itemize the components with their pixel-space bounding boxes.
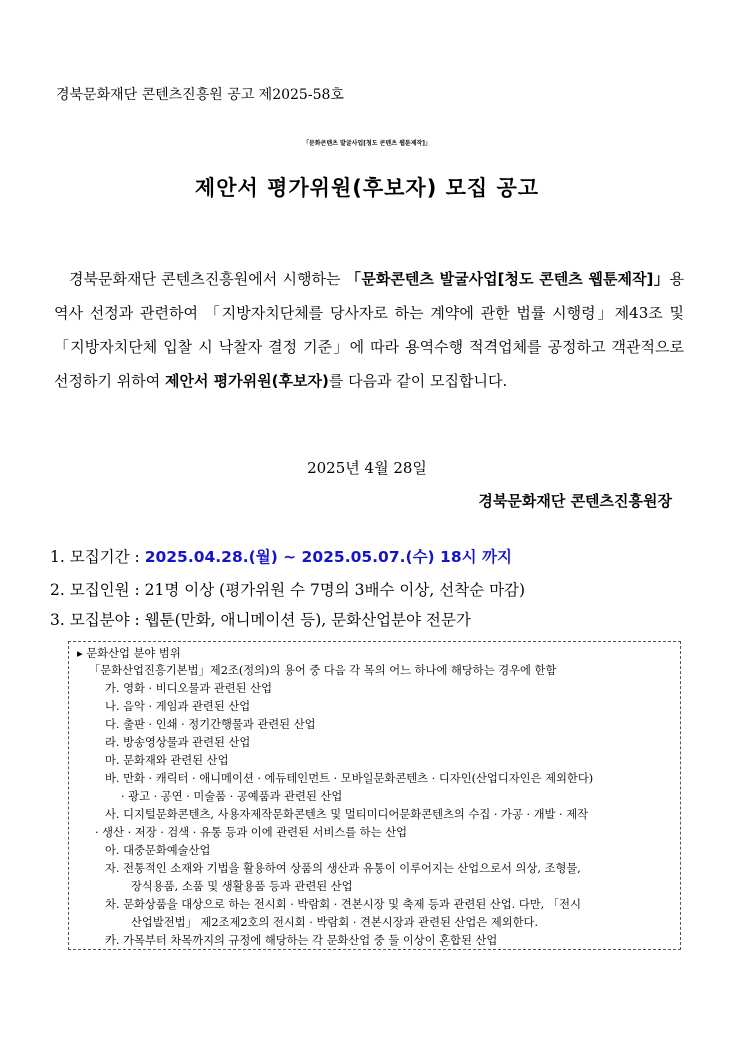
scope-item: 마. 문화재와 관련된 산업 xyxy=(105,754,229,767)
recruit-period-value: 2025.04.28.(월) ~ 2025.05.07.(수) 18시 까지 xyxy=(144,548,512,566)
notice-date: 2025년 4월 28일 xyxy=(307,459,427,477)
scope-item-cont: · 생산 · 저장 · 검색 · 유통 등과 이에 관련된 서비스를 하는 산업 xyxy=(95,826,408,839)
intro-paragraph xyxy=(54,262,684,398)
scope-item: 차. 문화상품을 대상으로 하는 전시회 · 박람회 · 견본시장 및 축제 등과 관련된 산업. 다만, 「전시 xyxy=(105,898,581,911)
scope-item-cont: 장식용품, 소품 및 생활용품 등과 관련된 산업 xyxy=(131,880,353,893)
scope-item: 다. 출판 · 인쇄 · 정기간행물과 관련된 산업 xyxy=(105,718,316,731)
scope-heading: ▸ 문화산업 분야 범위 xyxy=(77,647,181,660)
intro-project-name: 「문화콘텐츠 발굴사업[청도 콘텐츠 웹툰제작]」 xyxy=(345,270,670,288)
scope-item: 자. 전통적인 소재와 기법을 활용하여 상품의 생산과 유통이 이루어지는 산업으로서 의상, 조형물, xyxy=(105,862,581,875)
recruit-people: 2. 모집인원 : 21명 이상 (평가위원 수 7명의 3배수 이상, 선착순 마감) xyxy=(50,581,526,599)
scope-item: 바. 만화 · 캐릭터 · 애니메이션 · 에듀테인먼트 · 모바일문화콘텐츠 · 디자인(산업디자인은 제외한다) xyxy=(105,772,594,785)
scope-item: 사. 디지털문화콘텐츠, 사용자제작문화콘텐츠 및 멀티미디어문화콘텐츠의 수집 · 가공 · 개발 · 제작 xyxy=(105,808,589,821)
scope-intro: 「문화산업진흥기본법」제2조(정의)의 용어 중 다음 각 목의 어느 하나에 해당하는 경우에 한함 xyxy=(89,664,557,677)
issuing-organization: 경북문화재단 콘텐츠진흥원장 xyxy=(478,492,672,510)
intro-text-3: 를 다음과 같이 모집합니다. xyxy=(328,372,508,390)
recruit-field: 3. 모집분야 : 웹툰(만화, 애니메이션 등), 문화산업분야 전문가 xyxy=(50,611,471,629)
page-title: 제안서 평가위원(후보자) 모집 공고 xyxy=(194,176,540,200)
scope-item: 아. 대중문화예술산업 xyxy=(105,844,211,857)
intro-recruit-target: 제안서 평가위원(후보자) xyxy=(164,372,329,390)
scope-item: 라. 방송영상물과 관련된 산업 xyxy=(105,736,251,749)
recruit-period xyxy=(50,545,512,567)
scope-item-cont: · 광고 · 공연 · 미술품 · 공예품과 관련된 산업 xyxy=(121,790,343,803)
recruit-period-label: 1. 모집기간 : xyxy=(50,548,145,566)
scope-item: 나. 음악 · 게임과 관련된 산업 xyxy=(105,700,251,713)
scope-item: 가. 영화 · 비디오물과 관련된 산업 xyxy=(105,682,273,695)
scope-item-cont: 산업발전법」 제2조제2호의 전시회 · 박람회 · 견본시장과 관련된 산업은 제외한다. xyxy=(131,916,539,929)
scope-item: 카. 가목부터 차목까지의 규정에 해당하는 각 문화산업 중 둘 이상이 혼합된 산업 xyxy=(105,934,498,947)
intro-text-2: 용역사 선정과 관련하여 「지방자치단체를 당사자로 하는 계약에 관한 법률 시행령」제43조 및 「지방자치단체 입찰 시 낙찰자 결정 기준」에 따라 용역수행 적격업체를 공정하고 객관적으로 선정하기 위하여 xyxy=(54,270,684,390)
notice-number: 경북문화재단 콘텐츠진흥원 공고 제2025-58호 xyxy=(56,87,344,103)
intro-text-1: 경북문화재단 콘텐츠진흥원에서 시행하는 xyxy=(69,270,346,288)
scope-box xyxy=(68,641,681,950)
title-project-name: 「문화콘텐츠 발굴사업[청도 콘텐츠 웹툰제작]」 xyxy=(302,140,432,147)
